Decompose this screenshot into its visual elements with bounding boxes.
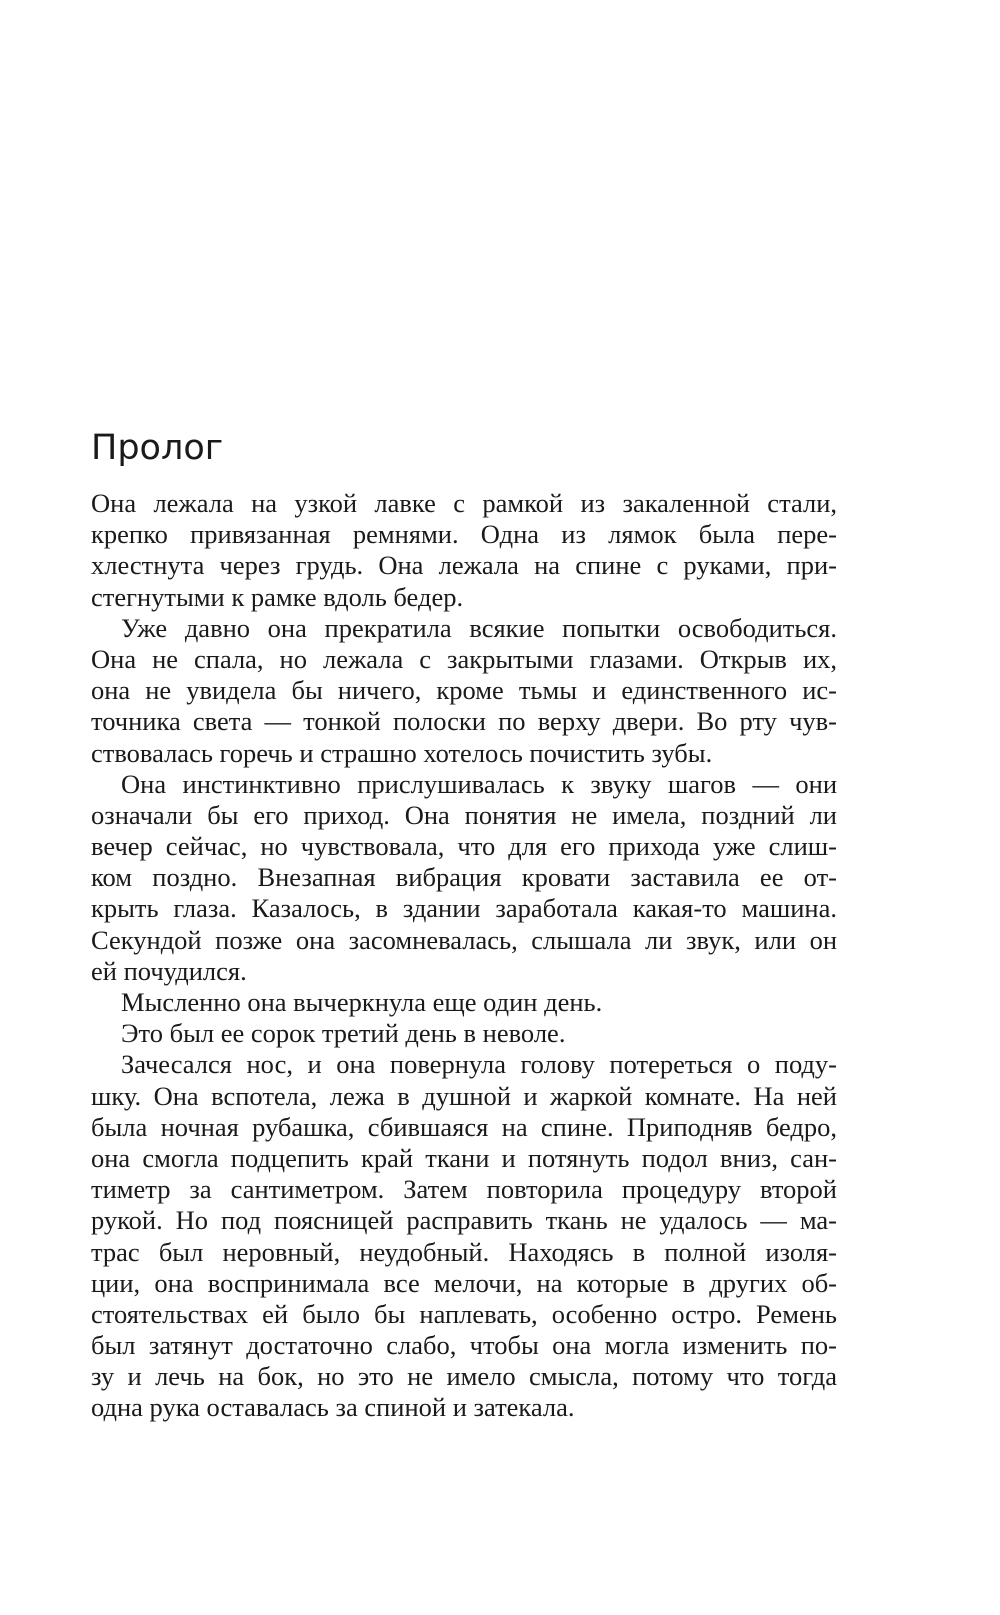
paragraph [91, 613, 837, 769]
text-line: ции, она воспринимала все мелочи, на которые в других об- [91, 1267, 837, 1298]
text-line: ком поздно. Внезапная вибрация кровати заставила ее от- [91, 862, 837, 893]
paragraph [91, 769, 837, 987]
text-line: рукой. Но под поясницей расправить ткань не удалось — ма- [91, 1205, 837, 1236]
text-line: Мысленно она вычеркнула еще один день. [121, 987, 603, 1017]
text-line: зу и лечь на бок, но это не имело смысла, потому что тогда [91, 1361, 837, 1392]
text-line: ей почудился. [91, 955, 247, 986]
paragraph [91, 1018, 837, 1049]
text-line: хлестнута через грудь. Она лежала на спине с руками, при- [91, 550, 837, 581]
text-line: была ночная рубашка, сбившаяся на спине. Приподняв бедро, [91, 1111, 837, 1142]
text-line: Она лежала на узкой лавке с рамкой из закаленной стали, [91, 488, 837, 518]
chapter-body [91, 488, 837, 1424]
text-line: был затянут достаточно слабо, чтобы она могла изменить по- [91, 1330, 837, 1361]
text-line: Она не спала, но лежала с закрытыми глазами. Открыв их, [91, 643, 837, 674]
text-line: Зачесался нос, и она повернула голову потереться о поду- [121, 1049, 837, 1080]
paragraph [91, 488, 837, 613]
text-line: Это был ее сорок третий день в неволе. [121, 1018, 566, 1049]
text-line: тиметр за сантиметром. Затем повторила процедуру второй [91, 1174, 837, 1205]
paragraph [91, 987, 837, 1018]
text-line: означали бы его приход. Она понятия не имела, поздний ли [91, 799, 837, 830]
text-line: она смогла подцепить край ткани и потянуть подол вниз, сан- [91, 1142, 837, 1173]
text-line: стегнутыми к рамке вдоль бедер. [91, 581, 464, 612]
text-line: Секундой позже она засомневалась, слышала ли звук, или он [91, 924, 837, 955]
text-line: стоятельствах ей было бы наплевать, особенно остро. Ремень [91, 1298, 837, 1329]
text-line: шку. Она вспотела, лежа в душной и жаркой комнате. На ней [91, 1080, 837, 1111]
text-line: крыть глаза. Казалось, в здании заработала какая-то машина. [91, 893, 837, 924]
text-line: Уже давно она прекратила всякие попытки освободиться. [121, 612, 837, 643]
text-line: трас был неровный, неудобный. Находясь в полной изоля- [91, 1236, 837, 1267]
text-line: ствовалась горечь и страшно хотелось почистить зубы. [91, 737, 713, 768]
chapter-title: Пролог [91, 428, 224, 468]
text-line: крепко привязанная ремнями. Одна из лямок была пере- [91, 519, 837, 550]
text-line: вечер сейчас, но чувствовала, что для его прихода уже слиш- [91, 831, 837, 862]
text-line: точника света — тонкой полоски по верху двери. Во рту чув- [91, 706, 837, 737]
text-line: одна рука оставалась за спиной и затекала. [91, 1392, 575, 1423]
text-line: она не увидела бы ничего, кроме тьмы и единственного ис- [91, 675, 837, 706]
text-line: Она инстинктивно прислушивалась к звуку шагов — они [121, 768, 837, 799]
paragraph [91, 1049, 837, 1423]
